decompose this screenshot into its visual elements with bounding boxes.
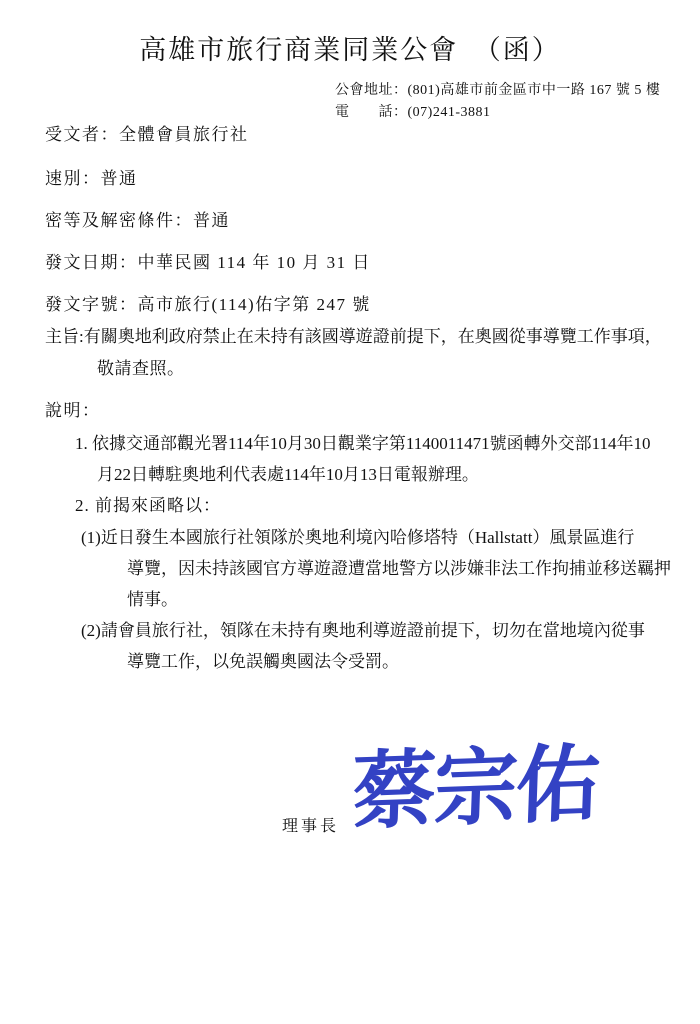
security-line: 密等及解密條件：普通 [45,211,230,230]
issue-date-line: 發文日期：中華民國 114 年 10 月 31 日 [45,253,371,272]
explanation-heading: 說明： [45,401,101,420]
explanation-item-1-line-2: 月22日轉駐奧地利代表處114年10月13日電報辦理。 [97,465,479,484]
association-address: 公會地址：(801)高雄市前金區市中一路 167 號 5 樓 [335,83,661,98]
chairman-title-label: 理事長 [282,818,340,835]
sub-1-number: (1) [81,528,101,547]
sub-2-number: (2) [81,621,101,640]
item-1-number: 1. [75,434,88,453]
ref-no-line: 發文字號：高市旅行(114)佑字第 247 號 [45,295,371,314]
explanation-sub-1-line-2: 導覽，因未持該國官方導遊證遭當地警方以涉嫌非法工作拘捕並移送羈押 [127,559,671,578]
item-1-text: 依據交通部觀光署114年10月30日觀業字第1140011471號函轉外交部114年10 [92,434,651,453]
explanation-sub-2-line-1 [81,620,645,641]
explanation-item-1-line-1 [75,433,650,454]
item-2-text: 前揭來函略以： [95,496,221,515]
chairman-signature: 蔡宗佑 [350,738,600,841]
explanation-sub-1-line-3: 情事。 [127,590,178,609]
association-phone: 電 話：(07)241-3881 [335,105,491,120]
explanation-sub-1-line-1 [81,527,634,548]
recipient-line: 受文者：全體會員旅行社 [45,125,249,144]
explanation-sub-2-line-2: 導覽工作，以免誤觸奧國法令受罰。 [127,652,399,671]
document-title: 高雄市旅行商業同業公會 （函） [139,35,561,65]
sub-2-text: 請會員旅行社，領隊在未持有奧地利導遊證前提下，切勿在當地境內從事 [100,621,645,640]
item-2-number: 2. [75,496,90,515]
explanation-item-2 [75,495,221,516]
speed-line: 速別：普通 [45,169,138,188]
sub-1-text: 近日發生本國旅行社領隊於奧地利境內哈修塔特（Hallstatt）風景區進行 [100,528,635,547]
subject-line-2: 敬請查照。 [97,359,185,378]
subject-line-1: 主旨:有關奧地利政府禁止在未持有該國導遊證前提下，在奧國從事導覽工作事項， [45,327,662,346]
